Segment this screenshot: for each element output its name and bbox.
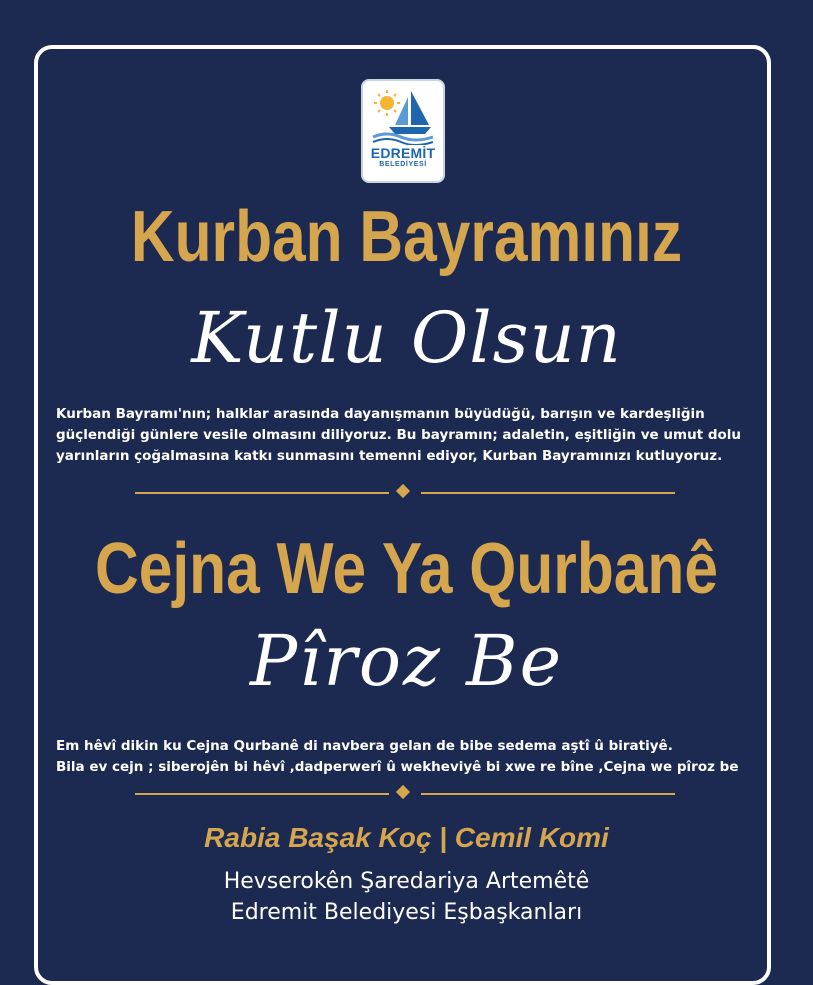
turkish-message-line: yarınların çoğalmasına katkı sunmasını temenni ediyor, Kurban Bayramınızı kutluyoruz. (56, 448, 723, 464)
kurdish-message (56, 736, 739, 778)
role-turkish: Edremit Belediyesi Eşbaşkanları (230, 900, 583, 925)
sailboat-sun-icon (371, 87, 435, 145)
diamond-icon (396, 484, 410, 498)
kurdish-message-line: Bila ev cejn ; siberojên bi hêvî ,dadperwerî û wekheviyê bi xwe re bîne ,Cejna we pîroz be (56, 759, 739, 775)
diamond-icon (396, 785, 410, 799)
kurdish-script-greeting: Pîroz Be (249, 620, 564, 702)
turkish-headline: Kurban Bayramınız (130, 197, 683, 277)
turkish-message (56, 404, 741, 467)
kurdish-message-line: Em hêvî dikin ku Cejna Qurbanê di navbera gelan de bibe sedema aştî û biratiyê. (56, 738, 673, 754)
gold-divider (135, 787, 675, 801)
edremit-municipality-logo (361, 79, 445, 183)
kurdish-headline: Cejna We Ya Qurbanê (95, 529, 718, 609)
turkish-message-line: Kurban Bayramı'nın; halklar arasında dayanışmanın büyüdüğü, barışın ve kardeşliğin (56, 406, 705, 422)
gold-divider (135, 486, 675, 500)
role-kurdish: Hevserokên Şaredariya Artemêtê (223, 869, 590, 894)
turkish-script-greeting: Kutlu Olsun (191, 297, 622, 379)
logo-subtitle: BELEDİYESİ (379, 161, 427, 168)
turkish-message-line: güçlendiği günlere vesile olmasını diliyoruz. Bu bayramın; adaletin, eşitliğin ve umut dolu (56, 427, 742, 443)
signers-names: Rabia Başak Koç | Cemil Komi (204, 822, 609, 853)
logo-name: EDREMİT (370, 145, 436, 161)
